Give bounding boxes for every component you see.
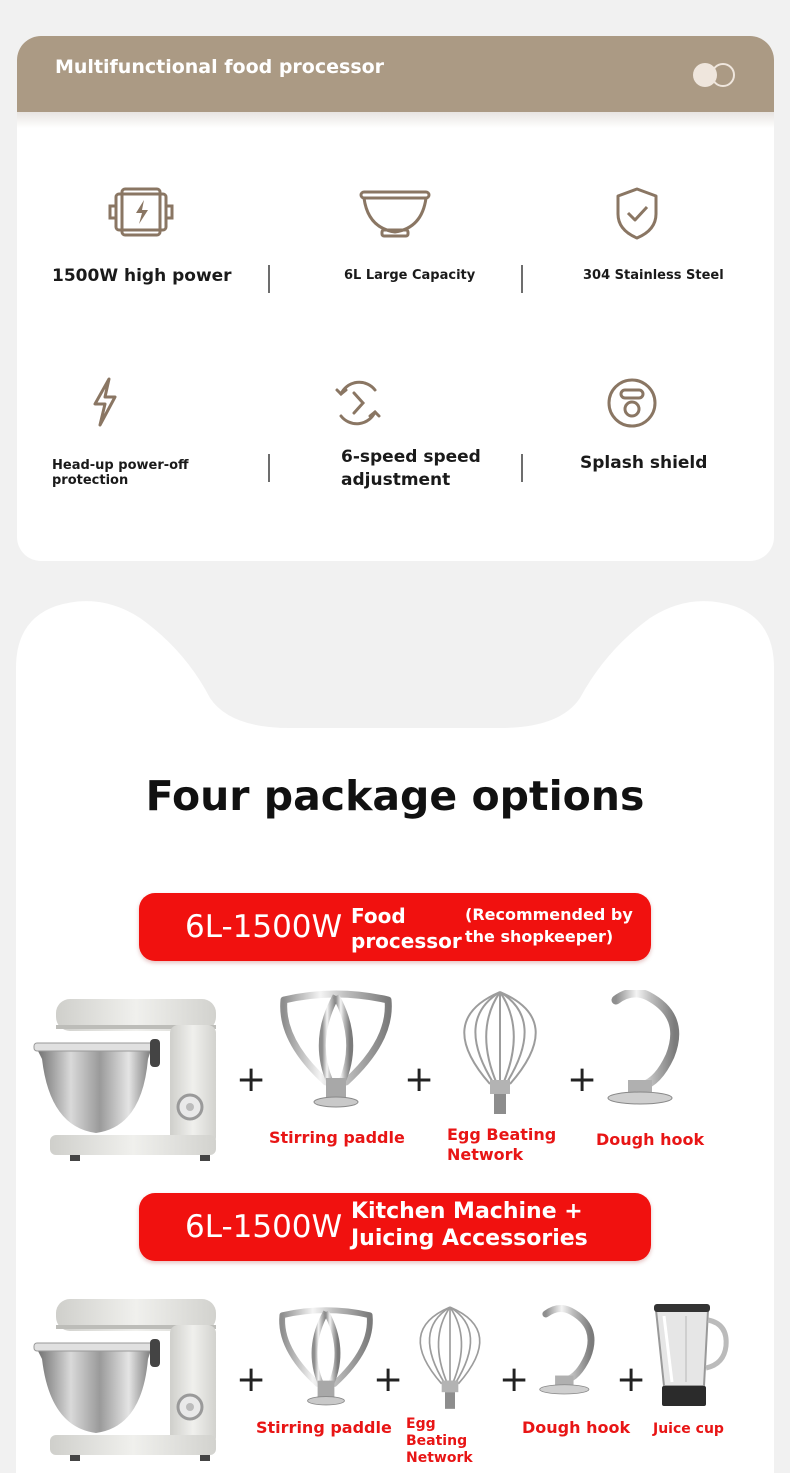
accessory-label: Egg Beating Network (406, 1416, 473, 1466)
feature-power (17, 186, 269, 306)
package-name: Kitchen Machine + Juicing Accessories (351, 1199, 588, 1251)
stand-mixer-image (30, 995, 220, 1165)
feature-label-steel: 304 Stainless Steel (583, 268, 724, 283)
package-name: Food processor (351, 904, 462, 953)
battery-charge-icon (108, 186, 178, 238)
feature-splash (522, 376, 774, 516)
stirring-paddle-image (274, 1302, 378, 1414)
dough-hook-image (598, 990, 702, 1114)
package-banner-1 (139, 893, 651, 961)
feature-label-capacity: 6L Large Capacity (344, 268, 476, 283)
feature-steel (522, 186, 774, 306)
plus-sign: + (499, 1359, 530, 1400)
feature-capacity (269, 186, 521, 306)
feature-protection (17, 376, 269, 516)
plus-sign: + (404, 1059, 435, 1100)
plus-sign: + (236, 1359, 267, 1400)
card-header (17, 36, 774, 112)
accessory-label: Stirring paddle (269, 1128, 405, 1147)
egg-beater-image (400, 1302, 500, 1414)
shield-check-icon (611, 186, 663, 242)
toggle-icon (693, 63, 737, 87)
plus-sign: + (616, 1359, 647, 1400)
accessory-label: Stirring paddle (256, 1418, 392, 1437)
lightning-icon (87, 376, 123, 428)
plus-sign: + (236, 1059, 267, 1100)
feature-label-protection: Head-up power-off protection (52, 458, 189, 488)
card-title: Multifunctional food processor (55, 56, 385, 78)
accessory-label: Egg Beating Network (447, 1125, 557, 1164)
package-options-title: Four package options (145, 772, 645, 820)
egg-beater-image (440, 990, 560, 1116)
accessory-label: Dough hook (522, 1418, 631, 1437)
package-code: 6L-1500W (185, 1209, 343, 1245)
bowl-icon (358, 188, 432, 240)
plus-sign: + (567, 1059, 598, 1100)
feature-label-splash: Splash shield (580, 453, 708, 473)
splash-guard-icon (605, 376, 659, 430)
stand-mixer-image (30, 1295, 220, 1465)
feature-speed (269, 376, 521, 516)
package-banner-2 (139, 1193, 651, 1261)
package-note: (Recommended by the shopkeeper) (465, 905, 633, 946)
feature-label-power: 1500W high power (52, 266, 232, 286)
juice-cup-image (646, 1302, 732, 1408)
features-card (17, 36, 774, 561)
feature-label-speed: 6-speed speed adjustment (341, 447, 481, 490)
speed-cycle-icon (331, 376, 385, 430)
stirring-paddle-image (274, 990, 398, 1112)
dough-hook-image (532, 1304, 612, 1404)
package-code: 6L-1500W (185, 909, 343, 945)
accessory-label: Dough hook (596, 1130, 705, 1149)
plus-sign: + (373, 1359, 404, 1400)
accessory-label: Juice cup (653, 1421, 724, 1437)
